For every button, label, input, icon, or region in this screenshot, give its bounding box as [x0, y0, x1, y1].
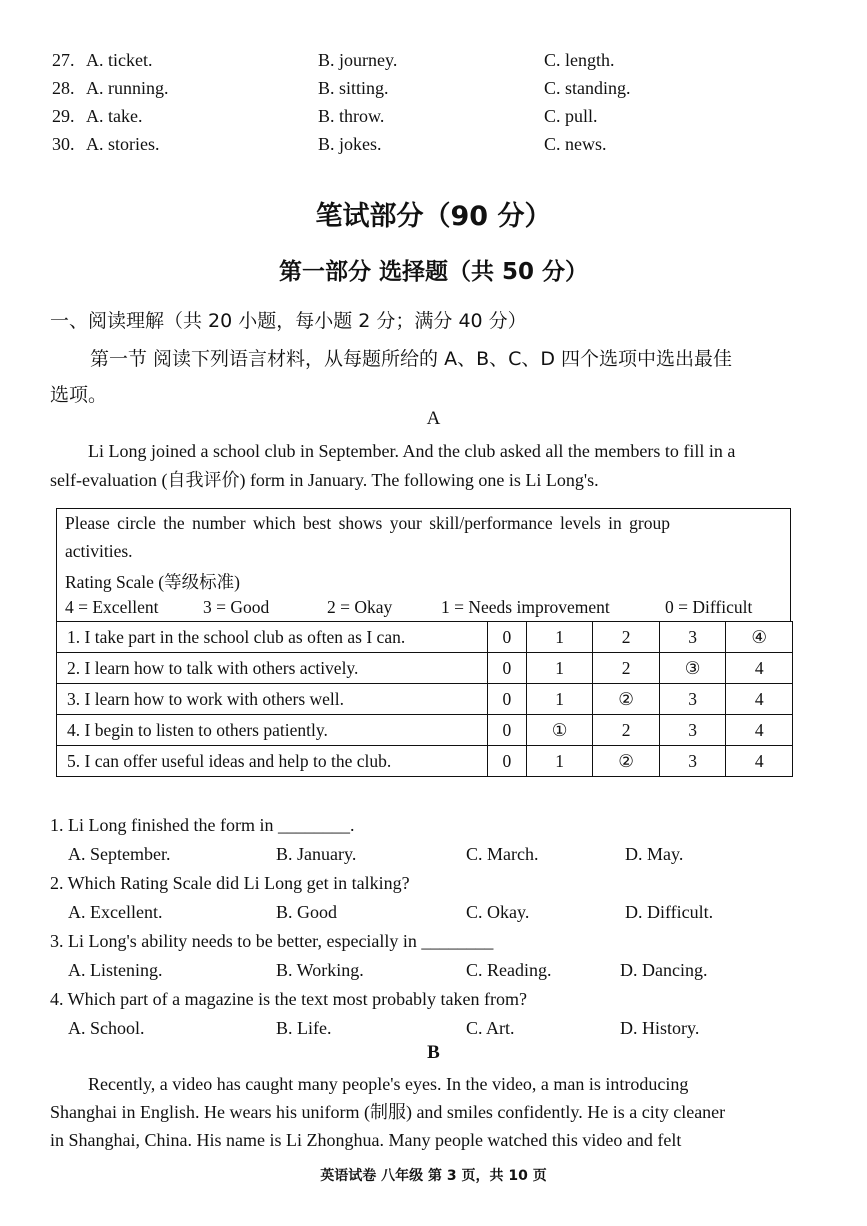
option-c: C. Reading. — [466, 960, 552, 980]
option-b: B. Good — [276, 902, 338, 922]
rating-cell-1: 1 — [526, 653, 593, 684]
option-b: B. January. — [276, 844, 357, 864]
question-1-options — [68, 844, 867, 870]
option-a: A. ticket. — [86, 50, 153, 70]
option-b: B. Working. — [276, 960, 364, 980]
option-a: A. Excellent. — [68, 902, 163, 922]
option-row-28 — [52, 78, 852, 104]
rating-item: 5. I can offer useful ideas and help to the club. — [57, 746, 488, 777]
rating-cell-3: 3 — [659, 684, 726, 715]
option-a: A. running. — [86, 78, 169, 98]
option-c: C. standing. — [544, 78, 631, 98]
passage-b-line2: Shanghai in English. He wears his uniform (制服) and smiles confidently. He is a city cleaner — [50, 1102, 726, 1122]
question-2-options — [68, 902, 867, 928]
option-c: C. March. — [466, 844, 539, 864]
passage-a-label: A — [426, 408, 441, 429]
option-d: D. May. — [625, 844, 684, 864]
option-c: C. news. — [544, 134, 607, 154]
rating-cell-2: 2 — [593, 622, 660, 653]
option-d: D. Difficult. — [625, 902, 714, 922]
form-instruction-line1: Please circle the number which best shows your skill/performance levels in group — [65, 513, 670, 533]
question-3-stem: 3. Li Long's ability needs to be better, especially in ________ — [50, 931, 494, 951]
rating-item: 4. I begin to listen to others patiently. — [57, 715, 488, 746]
option-row-30 — [52, 134, 852, 160]
rating-cell-4: ④ — [726, 622, 793, 653]
option-c: C. Art. — [466, 1018, 515, 1038]
section-heading: 一、阅读理解（共 20 小题，每小题 2 分；满分 40 分） — [50, 310, 527, 332]
part-title: 第一部分 选择题（共 50 分） — [278, 259, 589, 285]
rating-scale-okay: 2 = Okay — [327, 597, 393, 617]
question-number: 30. — [52, 134, 75, 154]
form-header-box — [56, 508, 791, 621]
rating-cell-2: 2 — [593, 715, 660, 746]
option-a: A. Listening. — [68, 960, 163, 980]
passage-b-line3: in Shanghai, China. His name is Li Zhonghua. Many people watched this video and felt — [50, 1130, 682, 1150]
rating-cell-3: 3 — [659, 746, 726, 777]
option-d: D. Dancing. — [620, 960, 708, 980]
passage-a-line1: Li Long joined a school club in September. And the club asked all the members to fill in a — [88, 441, 736, 461]
question-number: 28. — [52, 78, 75, 98]
table-row — [57, 684, 793, 715]
question-4-stem: 4. Which part of a magazine is the text most probably taken from? — [50, 989, 528, 1009]
option-b: B. journey. — [318, 50, 398, 70]
rating-scale-good: 3 = Good — [203, 597, 270, 617]
rating-cell-4: 4 — [726, 653, 793, 684]
option-a: A. take. — [86, 106, 143, 126]
rating-cell-3: 3 — [659, 622, 726, 653]
option-b: B. Life. — [276, 1018, 332, 1038]
option-b: B. jokes. — [318, 134, 382, 154]
rating-scale-needs-improvement: 1 = Needs improvement — [441, 597, 610, 617]
rating-item: 1. I take part in the school club as often as I can. — [57, 622, 488, 653]
option-a: A. School. — [68, 1018, 145, 1038]
rating-cell-0: 0 — [488, 715, 527, 746]
rating-item: 3. I learn how to work with others well. — [57, 684, 488, 715]
rating-cell-0: 0 — [488, 746, 527, 777]
rating-cell-1: 1 — [526, 622, 593, 653]
rating-cell-3: ③ — [659, 653, 726, 684]
table-row — [57, 622, 793, 653]
option-row-27 — [52, 50, 852, 76]
rating-cell-3: 3 — [659, 715, 726, 746]
option-c: C. Okay. — [466, 902, 530, 922]
rating-item: 2. I learn how to talk with others actively. — [57, 653, 488, 684]
rating-cell-2: 2 — [593, 653, 660, 684]
rating-cell-2: ② — [593, 684, 660, 715]
section-intro-line1: 第一节 阅读下列语言材料，从每题所给的 A、B、C、D 四个选项中选出最佳 — [90, 348, 733, 370]
written-section-title: 笔试部分（90 分） — [315, 201, 552, 232]
question-2-stem: 2. Which Rating Scale did Li Long get in talking? — [50, 873, 410, 893]
option-c: C. length. — [544, 50, 615, 70]
form-instruction-line2: activities. — [65, 541, 133, 561]
rating-scale-title: Rating Scale (等级标准) — [65, 572, 240, 592]
table-row — [57, 715, 793, 746]
rating-table — [56, 621, 793, 777]
rating-cell-2: ② — [593, 746, 660, 777]
option-row-29 — [52, 106, 852, 132]
rating-cell-0: 0 — [488, 653, 527, 684]
rating-cell-1: 1 — [526, 746, 593, 777]
rating-cell-0: 0 — [488, 622, 527, 653]
rating-cell-4: 4 — [726, 684, 793, 715]
question-1-stem: 1. Li Long finished the form in ________. — [50, 815, 355, 835]
rating-cell-1: 1 — [526, 684, 593, 715]
question-number: 29. — [52, 106, 75, 126]
section-intro-line2: 选项。 — [50, 384, 108, 406]
option-b: B. sitting. — [318, 78, 389, 98]
option-c: C. pull. — [544, 106, 598, 126]
question-3-options — [68, 960, 867, 986]
rating-cell-4: 4 — [726, 715, 793, 746]
option-a: A. stories. — [86, 134, 160, 154]
page-footer: 英语试卷 八年级 第 3 页，共 10 页 — [320, 1168, 547, 1184]
option-a: A. September. — [68, 844, 171, 864]
passage-b-label: B — [427, 1042, 440, 1063]
passage-b-line1: Recently, a video has caught many people's eyes. In the video, a man is introducing — [88, 1074, 689, 1094]
rating-scale-difficult: 0 = Difficult — [665, 597, 753, 617]
passage-a-line2: self-evaluation (自我评价) form in January. The following one is Li Long's. — [50, 470, 599, 490]
table-row — [57, 746, 793, 777]
table-row — [57, 653, 793, 684]
option-d: D. History. — [620, 1018, 700, 1038]
rating-cell-0: 0 — [488, 684, 527, 715]
rating-scale-excellent: 4 = Excellent — [65, 597, 159, 617]
question-4-options — [68, 1018, 867, 1044]
rating-cell-1: ① — [526, 715, 593, 746]
option-b: B. throw. — [318, 106, 385, 126]
rating-cell-4: 4 — [726, 746, 793, 777]
question-number: 27. — [52, 50, 75, 70]
